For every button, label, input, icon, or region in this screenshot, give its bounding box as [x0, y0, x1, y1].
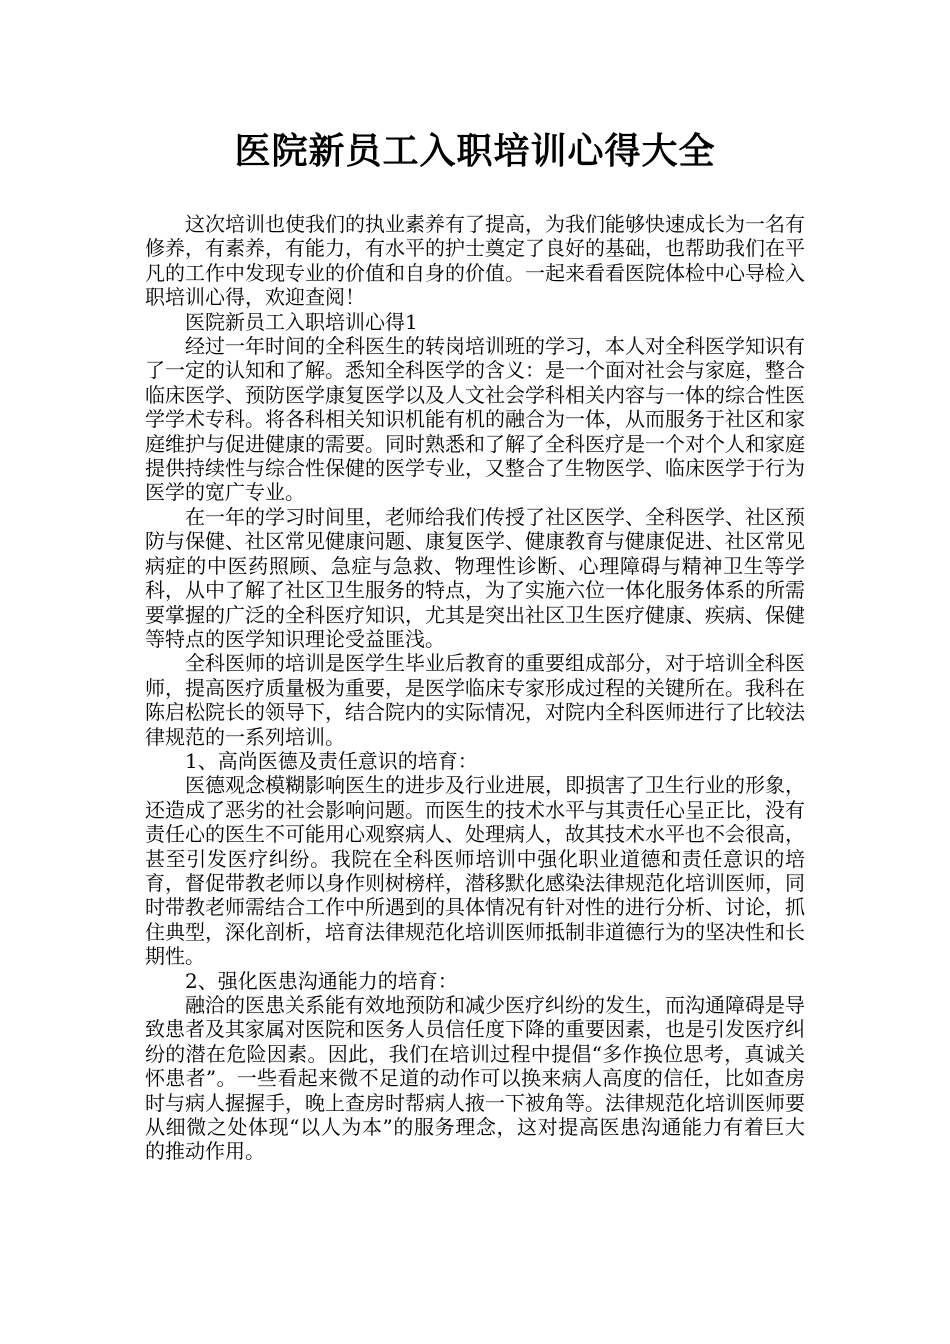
subheading: 2、强化医患沟通能力的培育：: [185, 968, 458, 993]
paragraph: 融洽的医患关系能有效地预防和减少医疗纠纷的发生，而沟通障碍是导致患者及其家属对医院和医务人员信任度下降的重要因素，也是引发医疗纠纷的潜在危险因素。因此，我们在培训过程中提倡“多作换位思考，真诚关怀患者”。一些看起来微不足道的动作可以换来病人高度的信任，比如查房时与病人握握手，晚上查房时帮病人掖一下被角等。法律规范化培训医师要从细微之处体现“以人为本”的服务理念，这对提高医患沟通能力有着巨大的推动作用。: [145, 993, 805, 1164]
subheading: 1、高尚医德及责任意识的培育：: [185, 748, 478, 773]
paragraph: 经过一年时间的全科医生的转岗培训班的学习，本人对全科医学知识有了一定的认知和了解。悉知全科医学的含义：是一个面对社会与家庭，整合临床医学、预防医学康复医学以及人文社会学科相关内容与一体的综合性医学学术专科。将各科相关知识机能有机的融合为一体，从而服务于社区和家庭维护与促进健康的需要。同时熟悉和了解了全科医疗是一个对个人和家庭提供持续性与综合性保健的医学专业，又整合了生物医学、临床医学于行为医学的宽广专业。: [145, 334, 805, 505]
paragraph-intro: 这次培训也使我们的执业素养有了提高，为我们能够快速成长为一名有修养，有素养，有能力，有水平的护士奠定了良好的基础，也帮助我们在平凡的工作中发现专业的价值和自身的价值。一起来看看医院体检中心导检入职培训心得，欢迎查阅！: [145, 212, 805, 310]
document-body: [145, 212, 805, 1164]
paragraph: 医德观念模糊影响医生的进步及行业进展，即损害了卫生行业的形象，还造成了恶劣的社会影响问题。而医生的技术水平与其责任心呈正比，没有责任心的医生不可能用心观察病人、处理病人，故其技术水平也不会很高，甚至引发医疗纠纷。我院在全科医师培训中强化职业道德和责任意识的培育，督促带教老师以身作则树榜样，潜移默化感染法律规范化培训医师，同时带教老师需结合工作中所遇到的具体情况有针对性的进行分析、讨论，抓住典型，深化剖析，培育法律规范化培训医师抵制非道德行为的坚决性和长期性。: [145, 773, 805, 969]
document-title: 医院新员工入职培训心得大全: [234, 131, 716, 172]
paragraph: 在一年的学习时间里，老师给我们传授了社区医学、全科医学、社区预防与保健、社区常见健康问题、康复医学、健康教育与健康促进、社区常见病症的中医药照顾、急症与急救、物理性诊断、心理障碍与精神卫生等学科，从中了解了社区卫生服务的特点，为了实施六位一体化服务体系的所需要掌握的广泛的全科医疗知识，尤其是突出社区卫生医疗健康、疾病、保健等特点的医学知识理论受益匪浅。: [145, 504, 805, 651]
document-page: [145, 128, 805, 1164]
paragraph: 全科医师的培训是医学生毕业后教育的重要组成部分，对于培训全科医师，提高医疗质量极为重要，是医学临床专家形成过程的关键所在。我科在陈启松院长的领导下，结合院内的实际情况，对院内全科医师进行了比较法律规范的一系列培训。: [145, 651, 805, 749]
section-heading-1: 医院新员工入职培训心得1: [185, 309, 418, 334]
